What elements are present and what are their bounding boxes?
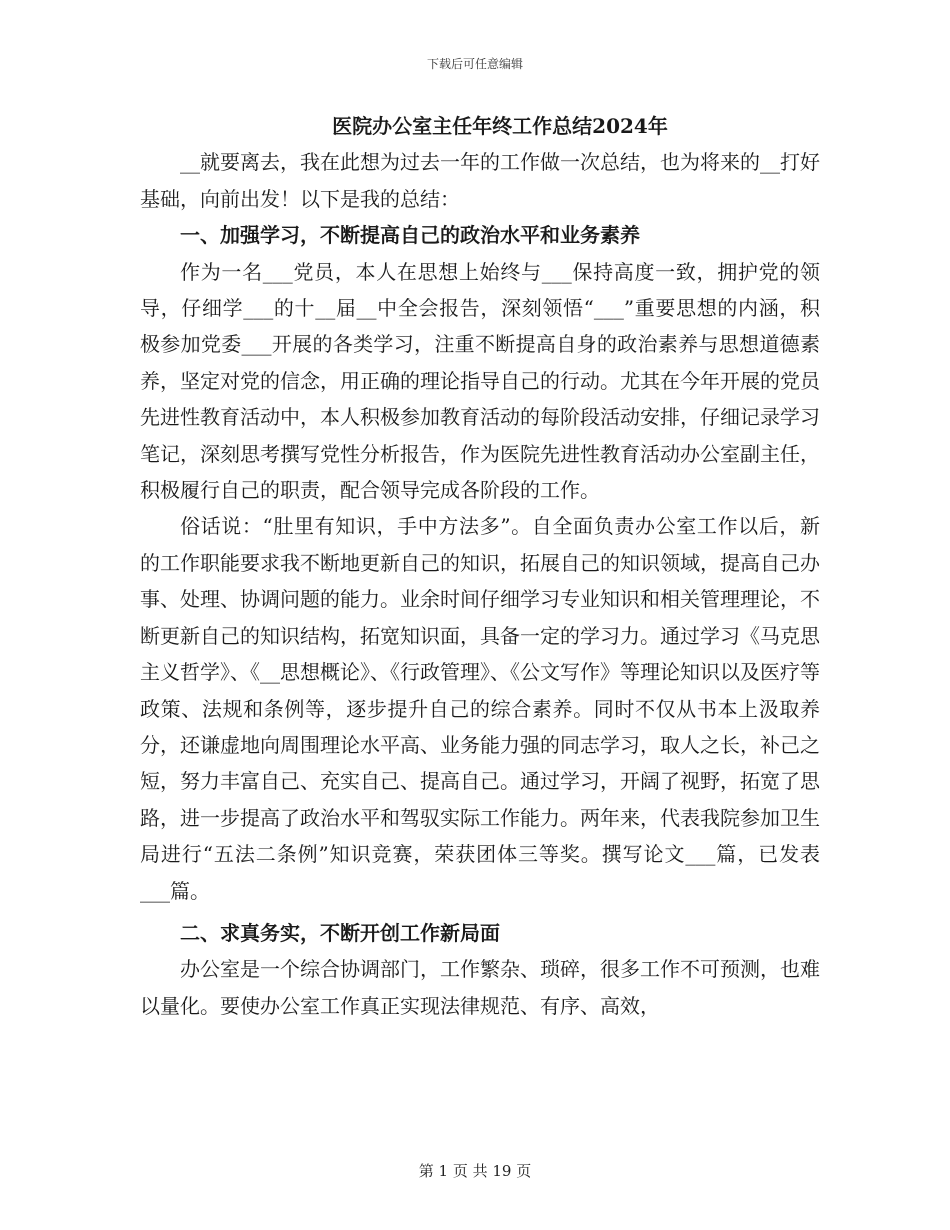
intro-paragraph: __就要离去，我在此想为过去一年的工作做一次总结，也为将来的__打好基础，向前出发！以下是我的总结： xyxy=(140,150,820,211)
page-header-note: 下载后可任意编辑 xyxy=(426,57,523,71)
section-1-heading: 一、加强学习，不断提高自己的政治水平和业务素养 xyxy=(180,223,640,248)
section-2-paragraph-1: 办公室是一个综合协调部门，工作繁杂、琐碎，很多工作不可预测，也难以量化。要使办公室工作真正实现法律规范、有序、高效， xyxy=(140,957,820,1018)
section-2-heading: 二、求真务实，不断开创工作新局面 xyxy=(180,920,500,945)
document-body xyxy=(140,108,820,1024)
section-1-paragraph-1: 作为一名___党员，本人在思想上始终与___保持高度一致，拥护党的领导，仔细学___的十__届__中全会报告，深刻领悟“___”重要思想的内涵，积极参加党委___开展的各类学习，注重不断提高自身的政治素养与思想道德素养，坚定对党的信念，用正确的理论指导自己的行动。尤其在今年开展的党员先进性教育活动中，本人积极参加教育活动的每阶段活动安排，仔细记录学习笔记，深刻思考撰写党性分析报告，作为医院先进性教育活动办公室副主任，积极履行自己的职责，配合领导完成各阶段的工作。 xyxy=(140,259,820,503)
section-1-paragraph-2: 俗话说：“肚里有知识，手中方法多”。自全面负责办公室工作以后，新的工作职能要求我不断地更新自己的知识，拓展自己的知识领域，提高自己办事、处理、协调问题的能力。业余时间仔细学习专业知识和相关管理理论，不断更新自己的知识结构，拓宽知识面，具备一定的学习力。通过学习《马克思主义哲学》、《__思想概论》、《行政管理》、《公文写作》等理论知识以及医疗等政策、法规和条例等，逐步提升自己的综合素养。同时不仅从书本上汲取养分，还谦虚地向周围理论水平高、业务能力强的同志学习，取人之长，补己之短，努力丰富自己、充实自己、提高自己。通过学习，开阔了视野，拓宽了思路，进一步提高了政治水平和驾驭实际工作能力。两年来，代表我院参加卫生局进行“五法二条例”知识竞赛，荣获团体三等奖。撰写论文___篇，已发表___篇。 xyxy=(140,514,820,903)
document-title: 医院办公室主任年终工作总结2024年 xyxy=(332,114,668,138)
page-number: 第 1 页 共 19 页 xyxy=(418,1162,532,1180)
